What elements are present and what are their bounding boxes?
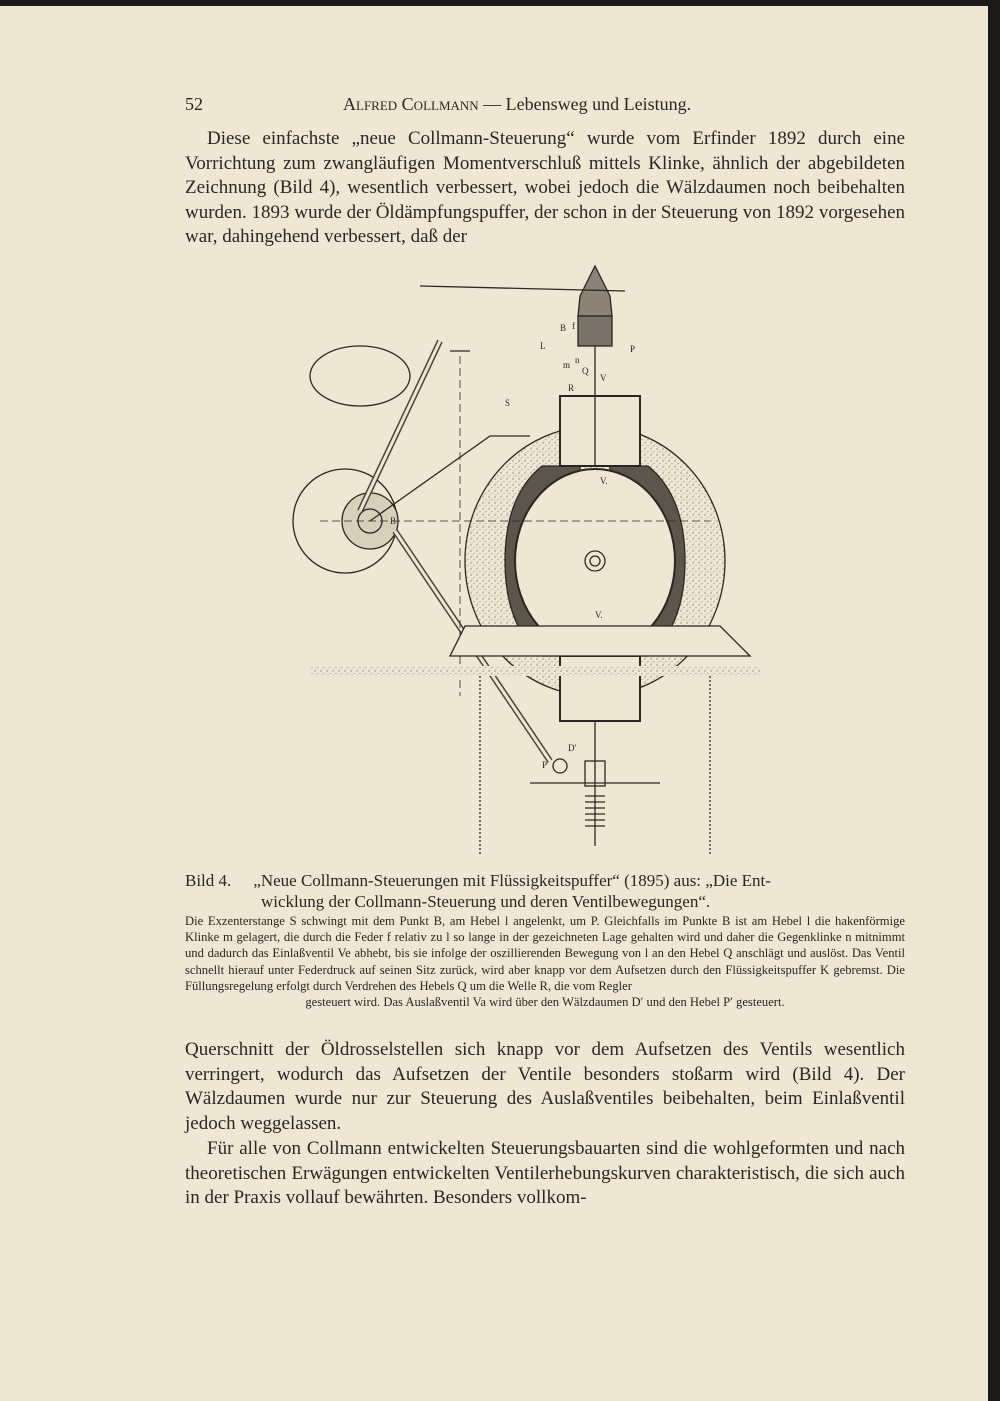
label-n: n [575,355,580,365]
running-title [343,94,691,115]
label-P: P [630,344,636,354]
label-B: B [560,323,567,333]
figure-note-text: Die Exzenterstange S schwingt mit dem Punkt B, am Hebel l angelenkt, um P. Gleichfalls im Punkte B ist am Hebel l die hakenförmige Klinke m gelagert, die durch die Feder f relativ zu l so lange in der gezeichneten Lage gehalten wird und daher die Gegenklinke n mitnimmt und dadurch das Einlaßventil Ve abhebt, bis sie infolge der oszillierenden Bewegung von l an den Hebel Q anschlägt und auslöst. Das Ventil schnellt hierauf unter Federdruck auf seinen Sitz zurück, wird aber knapp vor dem Aufsetzen durch den Flüssigkeitspuffer K gebremst. Die Füllungsregelung erfolgt durch Verdrehen des Hebels Q um die Welle R, die vom Regler [185,914,905,993]
caption-line-1: „Neue Collmann-Steuerungen mit Flüssigkeitspuffer“ (1895) aus: „Die Ent- [253,871,771,890]
label-R: R [568,383,575,393]
label-m: m [563,360,571,370]
label-L: L [540,341,546,351]
figure-caption [185,870,905,912]
label-D-prime: D' [568,743,577,753]
page-number: 52 [185,94,203,114]
running-title-rest: — Lebensweg und Leistung. [478,94,692,114]
label-B-eccentric: B [390,516,397,526]
paragraph-bottom-1: Querschnitt der Öldrosselstellen sich knapp vor dem Aufsetzen des Ventils wesentlich verringert, wodurch das Aufsetzen der Ventile besonders stoßarm wird (Bild 4). Der Wälzdaumen wurde nur zur Steuerung des Auslaßventiles beibehalten, beim Einlaßventil jedoch weggelassen. [185,1039,905,1134]
label-Q: Q [582,366,589,376]
label-Ve: V. [600,476,608,486]
paragraph-bottom-2: Für alle von Collmann entwickelten Steuerungsbauarten sind die wohlgeformten und nach theoretischen Erwägungen entwickelten Ventilerhebungskurven charakteristisch, die sich auch in der Praxis vollauf bewährten. Besonders vollkom- [185,1138,905,1209]
paragraph-top: Diese einfachste „neue Collmann-Steuerung“ wurde vom Erfinder 1892 durch eine Vorrichtung zum zwangläufigen Momentverschluß mittels Klinke, ähnlich der abgebildeten Zeichnung (Bild 4), wesentlich verbessert, wobei jedoch die Wälzdaumen noch beibehalten wurden. 1893 wurde der Öldämpfungspuffer, der schon in der Steuerung von 1892 vorgesehen war, dahingehend verbessert, daß der [185,128,905,248]
author-name: Alfred Collmann [343,94,479,114]
caption-label: Bild 4. [185,871,232,890]
label-S: S [505,398,511,408]
document-page [0,6,988,1401]
label-Va: V. [595,610,603,620]
figure-note-last-line: gesteuert wird. Das Auslaßventil Va wird über den Wälzdaumen D′ und den Hebel P′ gesteuert. [305,995,785,1010]
figure-note [185,913,905,1010]
engine-valve-gear-drawing [290,256,770,856]
caption-line-2: wicklung der Collmann-Steuerung und deren Ventilbewegungen“. [261,892,711,911]
label-V: V [600,373,607,383]
label-f: f [572,321,575,331]
label-P-prime: P' [542,760,549,770]
